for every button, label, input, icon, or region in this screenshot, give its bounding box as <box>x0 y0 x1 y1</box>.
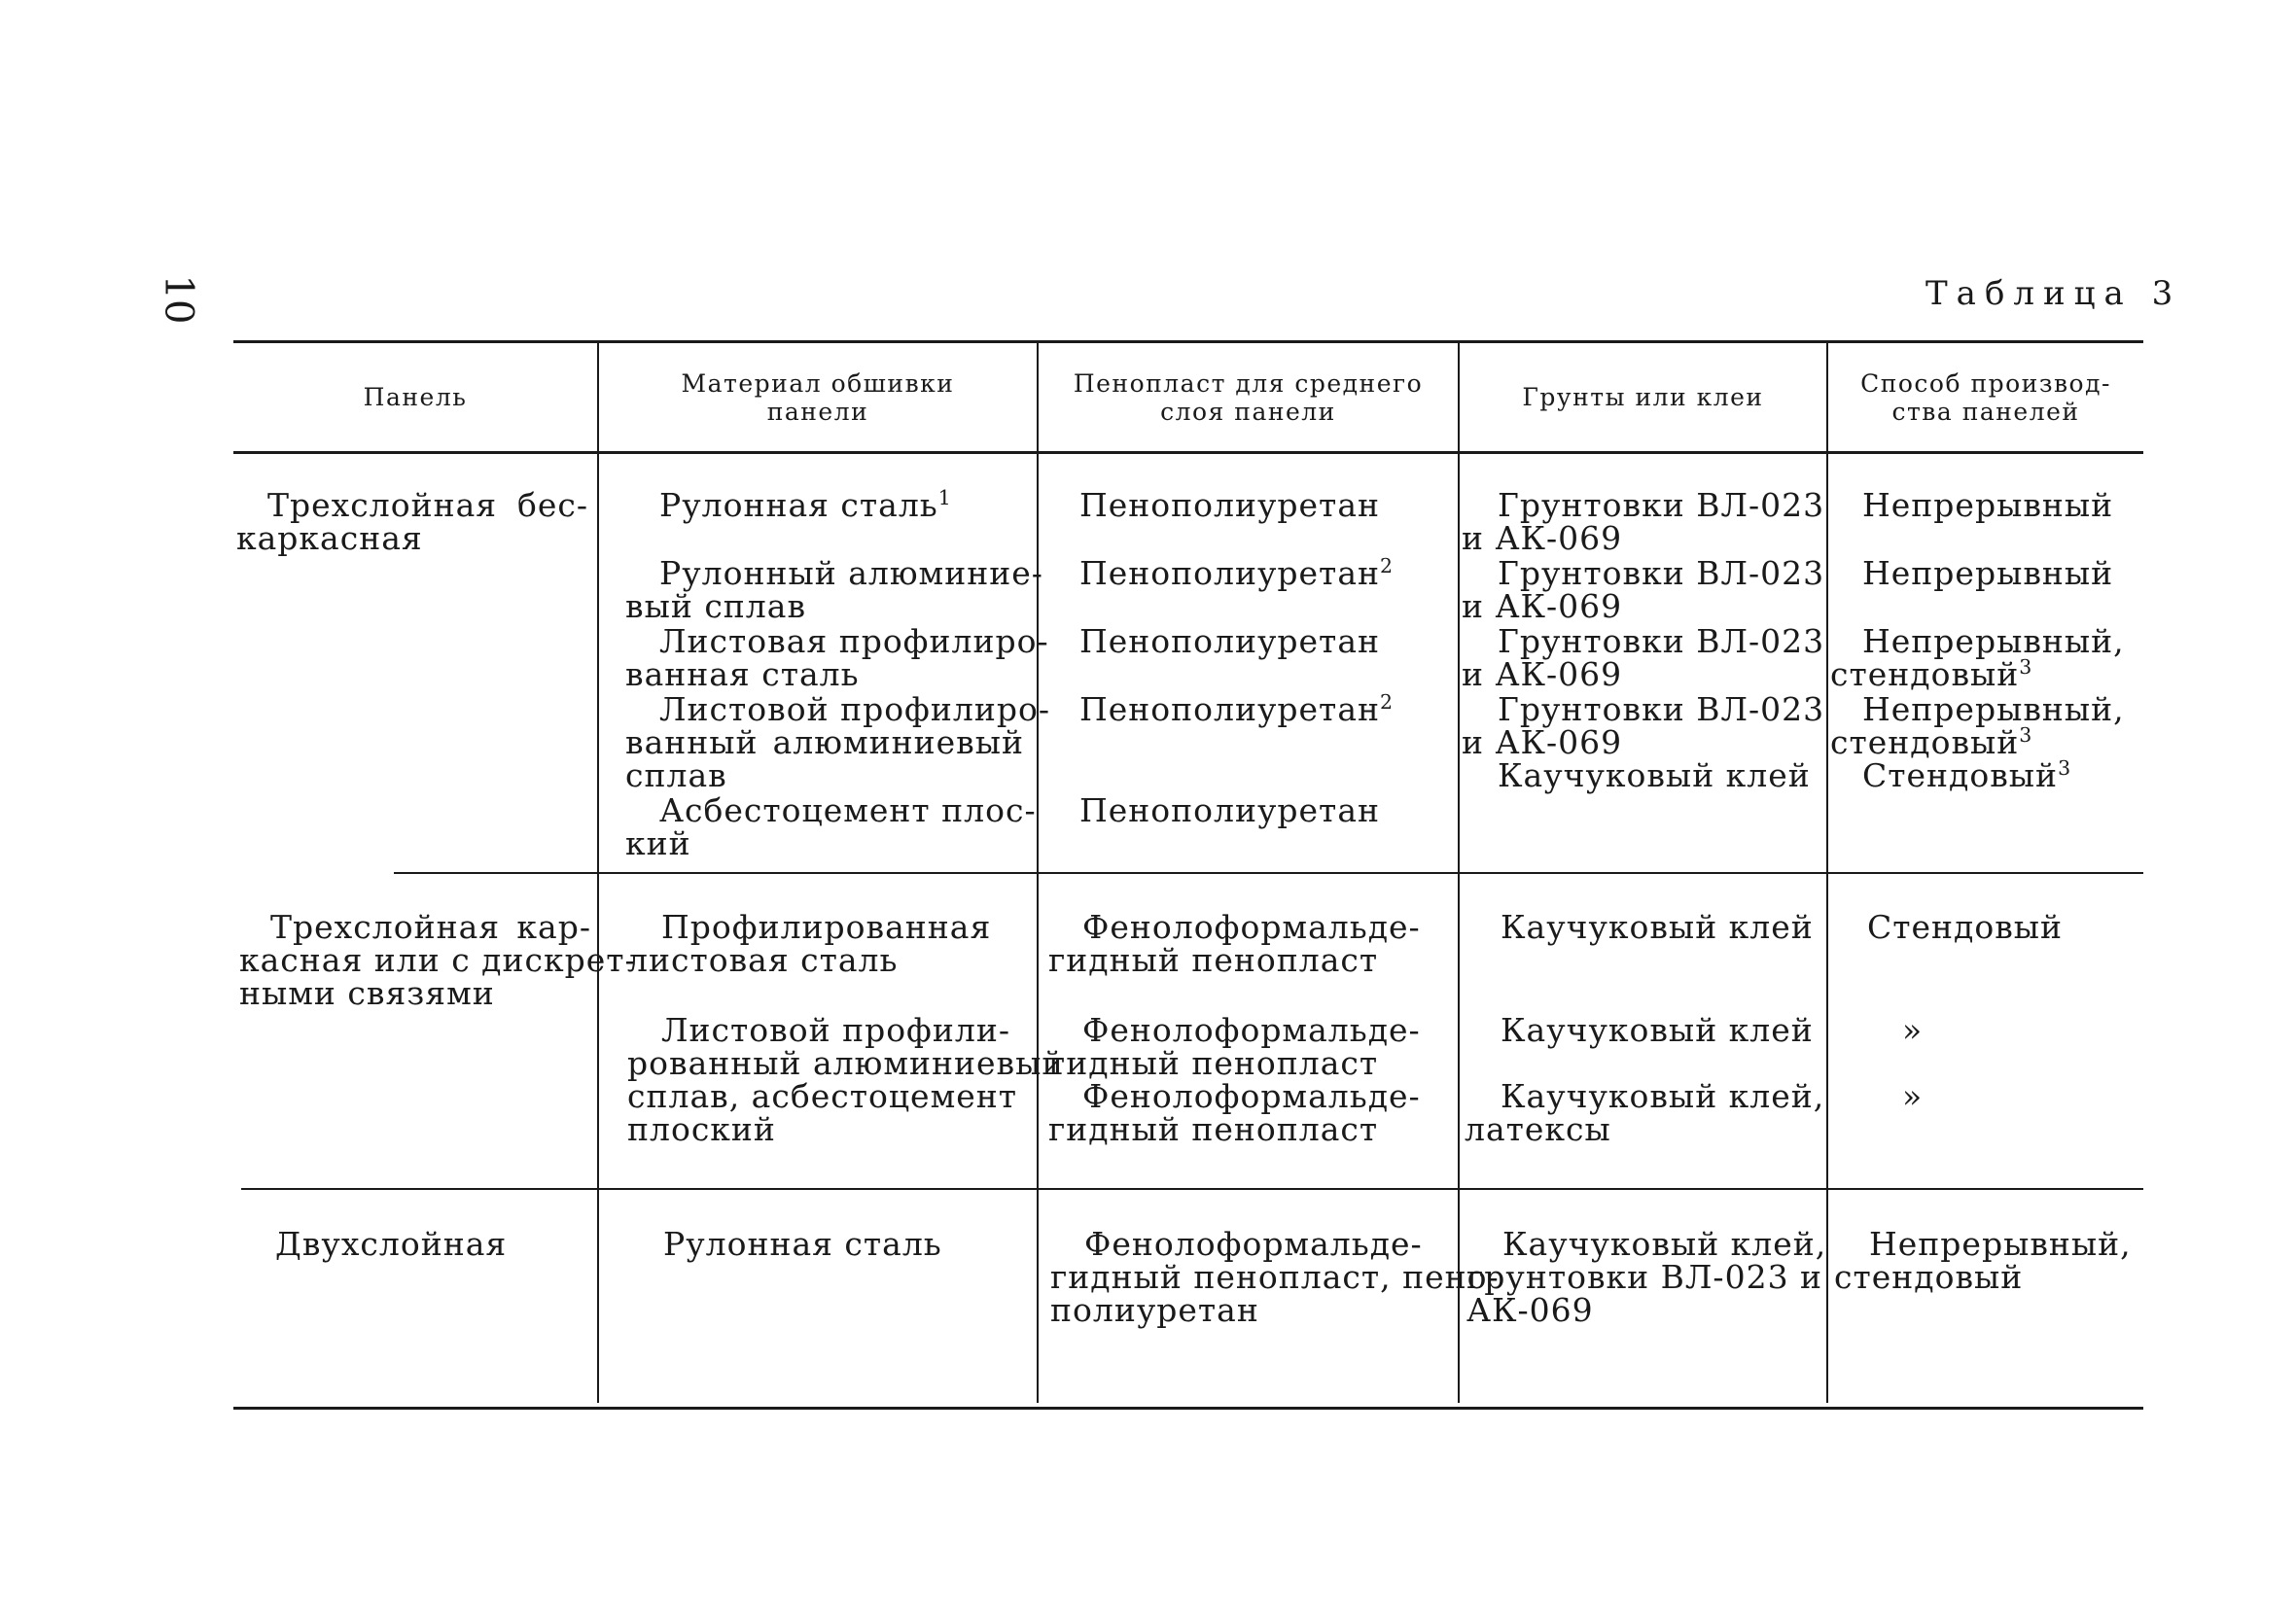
cladding-cell: Рулонная сталь <box>663 1225 942 1263</box>
primer-cell: и АК-069 <box>1462 519 1623 557</box>
cladding-cell: ванная сталь <box>625 655 860 693</box>
foam-cell: гидный пенопласт <box>1048 1110 1379 1148</box>
cladding-cell: ванный алюминиевый <box>625 723 1024 761</box>
header-method: Способ производ- ства панелей <box>1860 368 2111 426</box>
group-2-bottom-rule <box>241 1188 2143 1190</box>
primer-cell: Каучуковый клей <box>1501 1011 1814 1049</box>
foam-cell: Пенополиуретан$^2$ <box>1079 690 1395 728</box>
panel-type: Трехслойная кар- <box>270 908 591 946</box>
method-cell: Непрерывный, <box>1869 1225 2132 1263</box>
primer-cell: и АК-069 <box>1462 655 1623 693</box>
primer-cell: Грунтовки ВЛ-023 <box>1498 554 1825 592</box>
method-cell: Стендовый <box>1867 908 2064 946</box>
cladding-cell: кий <box>625 824 691 862</box>
foam-cell: Фенолоформальде- <box>1082 908 1421 946</box>
panel-type: касная или с дискрет- <box>239 941 637 979</box>
foam-cell: Фенолоформальде- <box>1082 1077 1421 1115</box>
cladding-cell: вый сплав <box>625 587 807 625</box>
cladding-cell: Листовой профилиро- <box>659 690 1050 728</box>
panel-type: Двухслойная <box>275 1225 508 1263</box>
foam-cell: гидный пенопласт <box>1048 1044 1379 1082</box>
column-divider <box>597 343 599 1403</box>
foam-cell: Фенолоформальде- <box>1082 1011 1421 1049</box>
primer-cell: Каучуковый клей, <box>1501 1077 1825 1115</box>
method-cell: Стендовый$^3$ <box>1862 756 2072 794</box>
cladding-cell: Листовая профилиро- <box>659 622 1049 660</box>
method-cell: стендовый$^3$ <box>1830 655 2033 693</box>
method-cell: Непрерывный, <box>1862 622 2125 660</box>
primer-cell: Каучуковый клей <box>1498 756 1811 794</box>
foam-cell: Пенополиуретан <box>1079 791 1380 829</box>
foam-cell: Фенолоформальде- <box>1084 1225 1423 1263</box>
method-cell: стендовый$^3$ <box>1830 723 2033 761</box>
group-1-bottom-rule <box>394 872 2143 874</box>
table-bottom-rule <box>233 1407 2143 1410</box>
cladding-cell: сплав, асбестоцемент <box>627 1077 1018 1115</box>
table-caption: Таблица 3 <box>1925 274 2182 313</box>
cladding-cell: листовая сталь <box>627 941 899 979</box>
primer-cell: Каучуковый клей <box>1501 908 1814 946</box>
foam-cell: Пенополиуретан <box>1079 486 1380 524</box>
column-divider <box>1826 343 1828 1403</box>
header-bottom-rule <box>233 451 2143 454</box>
cladding-cell: сплав <box>625 756 727 794</box>
cladding-cell: Листовой профили- <box>661 1011 1010 1049</box>
method-cell: Непрерывный, <box>1862 690 2125 728</box>
header-cladding: Материал обшивки панели <box>681 368 955 426</box>
primer-cell: Грунтовки ВЛ-023 <box>1498 622 1825 660</box>
header-panel: Панель <box>363 383 468 411</box>
panel-type: каркасная <box>236 519 423 557</box>
foam-cell: гидный пенопласт <box>1048 941 1379 979</box>
panel-type: Трехслойная бес- <box>267 486 588 524</box>
primer-cell: Каучуковый клей, <box>1502 1225 1827 1263</box>
primer-cell: и АК-069 <box>1462 587 1623 625</box>
foam-cell: полиуретан <box>1050 1291 1259 1329</box>
cladding-cell: Рулонный алюминие- <box>659 554 1043 592</box>
foam-cell: Пенополиуретан <box>1079 622 1380 660</box>
cladding-cell: рованный алюминиевый <box>627 1044 1065 1082</box>
header-foam: Пенопласт для среднего слоя панели <box>1073 368 1424 426</box>
header-primers: Грунты или клеи <box>1522 383 1764 411</box>
column-divider <box>1037 343 1039 1403</box>
primer-cell: Грунтовки ВЛ-023 <box>1498 486 1825 524</box>
column-divider <box>1458 343 1460 1403</box>
primer-cell: Грунтовки ВЛ-023 <box>1498 690 1825 728</box>
foam-cell: Пенополиуретан$^2$ <box>1079 554 1395 592</box>
cladding-cell: Профилированная <box>661 908 992 946</box>
method-cell: » <box>1902 1077 1924 1115</box>
foam-cell: гидный пенопласт, пено- <box>1050 1258 1500 1296</box>
cladding-cell: Асбестоцемент плос- <box>659 791 1037 829</box>
primer-cell: грунтовки ВЛ-023 и <box>1466 1258 1823 1296</box>
method-cell: Непрерывный <box>1862 486 2114 524</box>
primer-cell: и АК-069 <box>1462 723 1623 761</box>
primer-cell: латексы <box>1465 1110 1611 1148</box>
method-cell: Непрерывный <box>1862 554 2114 592</box>
cladding-cell: Рулонная сталь$^1$ <box>659 486 952 524</box>
cladding-cell: плоский <box>627 1110 776 1148</box>
method-cell: стендовый <box>1834 1258 2024 1296</box>
panel-type: ными связями <box>239 974 495 1012</box>
method-cell: » <box>1902 1011 1924 1049</box>
page-number: 10 <box>156 274 201 325</box>
primer-cell: АК-069 <box>1466 1291 1594 1329</box>
